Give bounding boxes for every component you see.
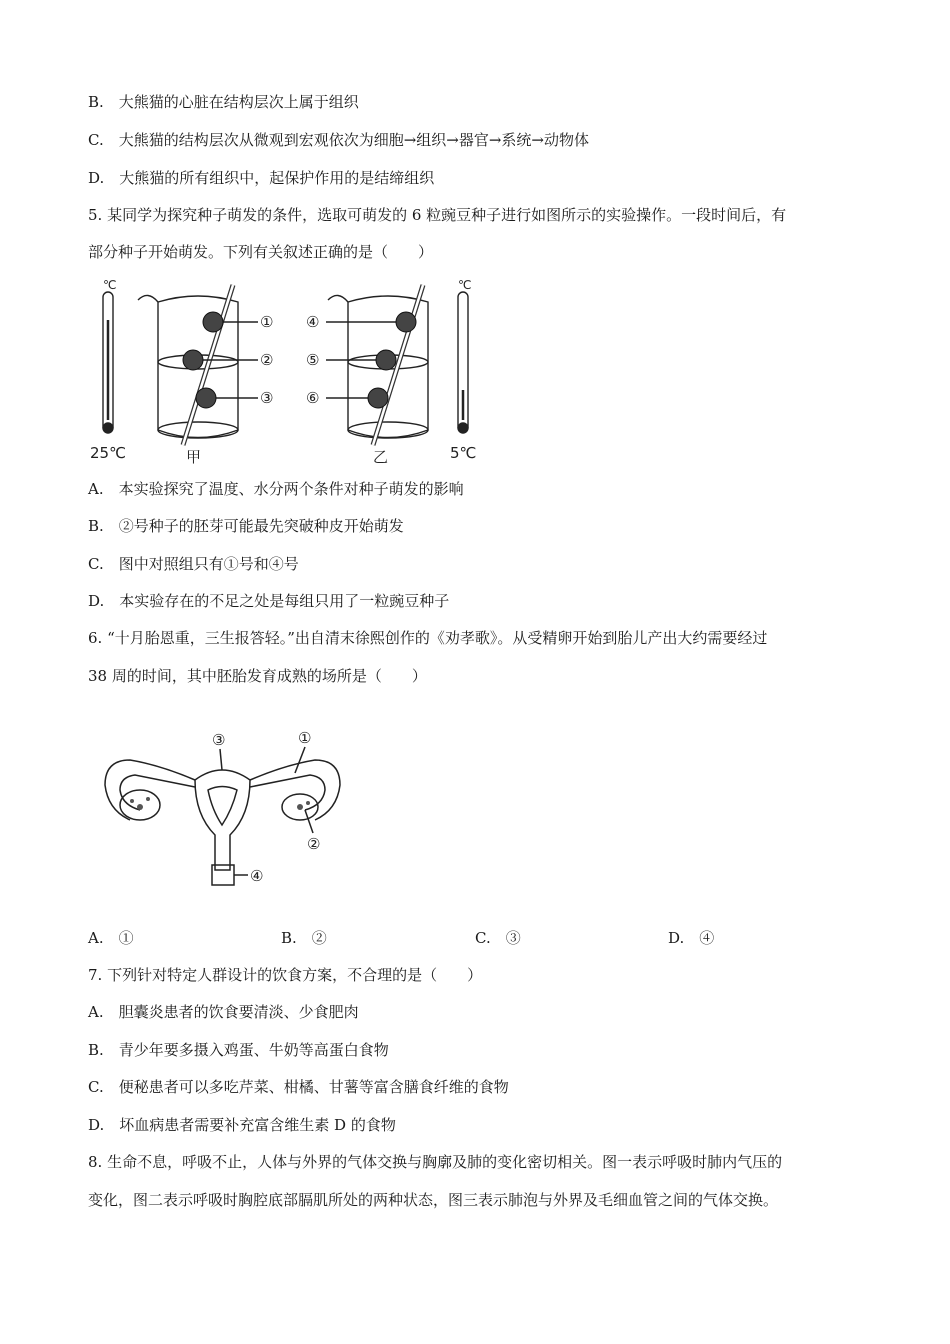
q6-option-c: C. ③ [475, 929, 521, 947]
q8-stem-line1: 8. 生命不息，呼吸不止，人体与外界的气体交换与胸廓及肺的变化密切相关。图一表示呼吸时肺内气压的 [88, 1153, 783, 1171]
temp-label-left: 25℃ [90, 444, 126, 462]
q7-option-a: A. 胆囊炎患者的饮食要清淡、少食肥肉 [88, 1003, 359, 1021]
q5-option-c: C. 图中对照组只有①号和④号 [88, 555, 299, 573]
q6-option-d: D. ④ [668, 929, 715, 947]
beaker-label-right: 乙 [373, 448, 389, 466]
q6-option-b: B. ② [281, 929, 327, 947]
uterus-marker-3: ③ [212, 731, 226, 749]
q5-option-a: A. 本实验探究了温度、水分两个条件对种子萌发的影响 [88, 480, 464, 498]
uterus-marker-1: ① [298, 729, 312, 747]
marker-5: ⑤ [306, 351, 320, 369]
q8-stem-line2: 变化，图二表示呼吸时胸腔底部膈肌所处的两种状态，图三表示肺泡与外界及毛细血管之间的气体交换。 [88, 1191, 779, 1209]
q5-stem-line2: 部分种子开始萌发。下列有关叙述正确的是（ ） [88, 243, 434, 261]
marker-1: ① [260, 313, 274, 331]
marker-6: ⑥ [306, 389, 320, 407]
q5-option-b: B. ②号种子的胚芽可能最先突破种皮开始萌发 [88, 517, 404, 535]
q4-option-b: B. 大熊猫的心脏在结构层次上属于组织 [88, 93, 359, 111]
marker-4: ④ [306, 313, 320, 331]
uterus-marker-2: ② [307, 835, 321, 853]
q7-option-b: B. 青少年要多摄入鸡蛋、牛奶等高蛋白食物 [88, 1041, 389, 1059]
beaker-label-left: 甲 [186, 448, 202, 466]
uterus-figure [100, 725, 350, 890]
q7-option-c: C. 便秘患者可以多吃芹菜、柑橘、甘薯等富含膳食纤维的食物 [88, 1078, 509, 1096]
q7-stem: 7. 下列针对特定人群设计的饮食方案，不合理的是（ ） [88, 966, 483, 984]
seed-germination-figure [88, 280, 488, 470]
q5-option-d: D. 本实验存在的不足之处是每组只用了一粒豌豆种子 [88, 592, 450, 610]
q4-option-c: C. 大熊猫的结构层次从微观到宏观依次为细胞→组织→器官→系统→动物体 [88, 131, 589, 149]
uterus-marker-4: ④ [250, 867, 264, 885]
marker-2: ② [260, 351, 274, 369]
marker-3: ③ [260, 389, 274, 407]
q5-stem-line1: 5. 某同学为探究种子萌发的条件，选取可萌发的 6 粒豌豆种子进行如图所示的实验操作。一段时间后，有 [88, 206, 787, 224]
temp-label-right: 5℃ [450, 444, 477, 462]
thermometer-unit-left: ℃ [103, 280, 117, 292]
q6-option-a: A. ① [88, 929, 134, 947]
q4-option-d: D. 大熊猫的所有组织中，起保护作用的是结缔组织 [88, 169, 435, 187]
q7-option-d: D. 坏血病患者需要补充富含维生素 D 的食物 [88, 1116, 396, 1134]
thermometer-unit-right: ℃ [458, 280, 472, 292]
q6-stem-line1: 6. “十月胎恩重，三生报答轻。”出自清末徐熙创作的《劝孝歌》。从受精卵开始到胎儿产出大约需要经过 [88, 629, 768, 647]
q6-stem-line2: 38 周的时间，其中胚胎发育成熟的场所是（ ） [88, 667, 427, 685]
